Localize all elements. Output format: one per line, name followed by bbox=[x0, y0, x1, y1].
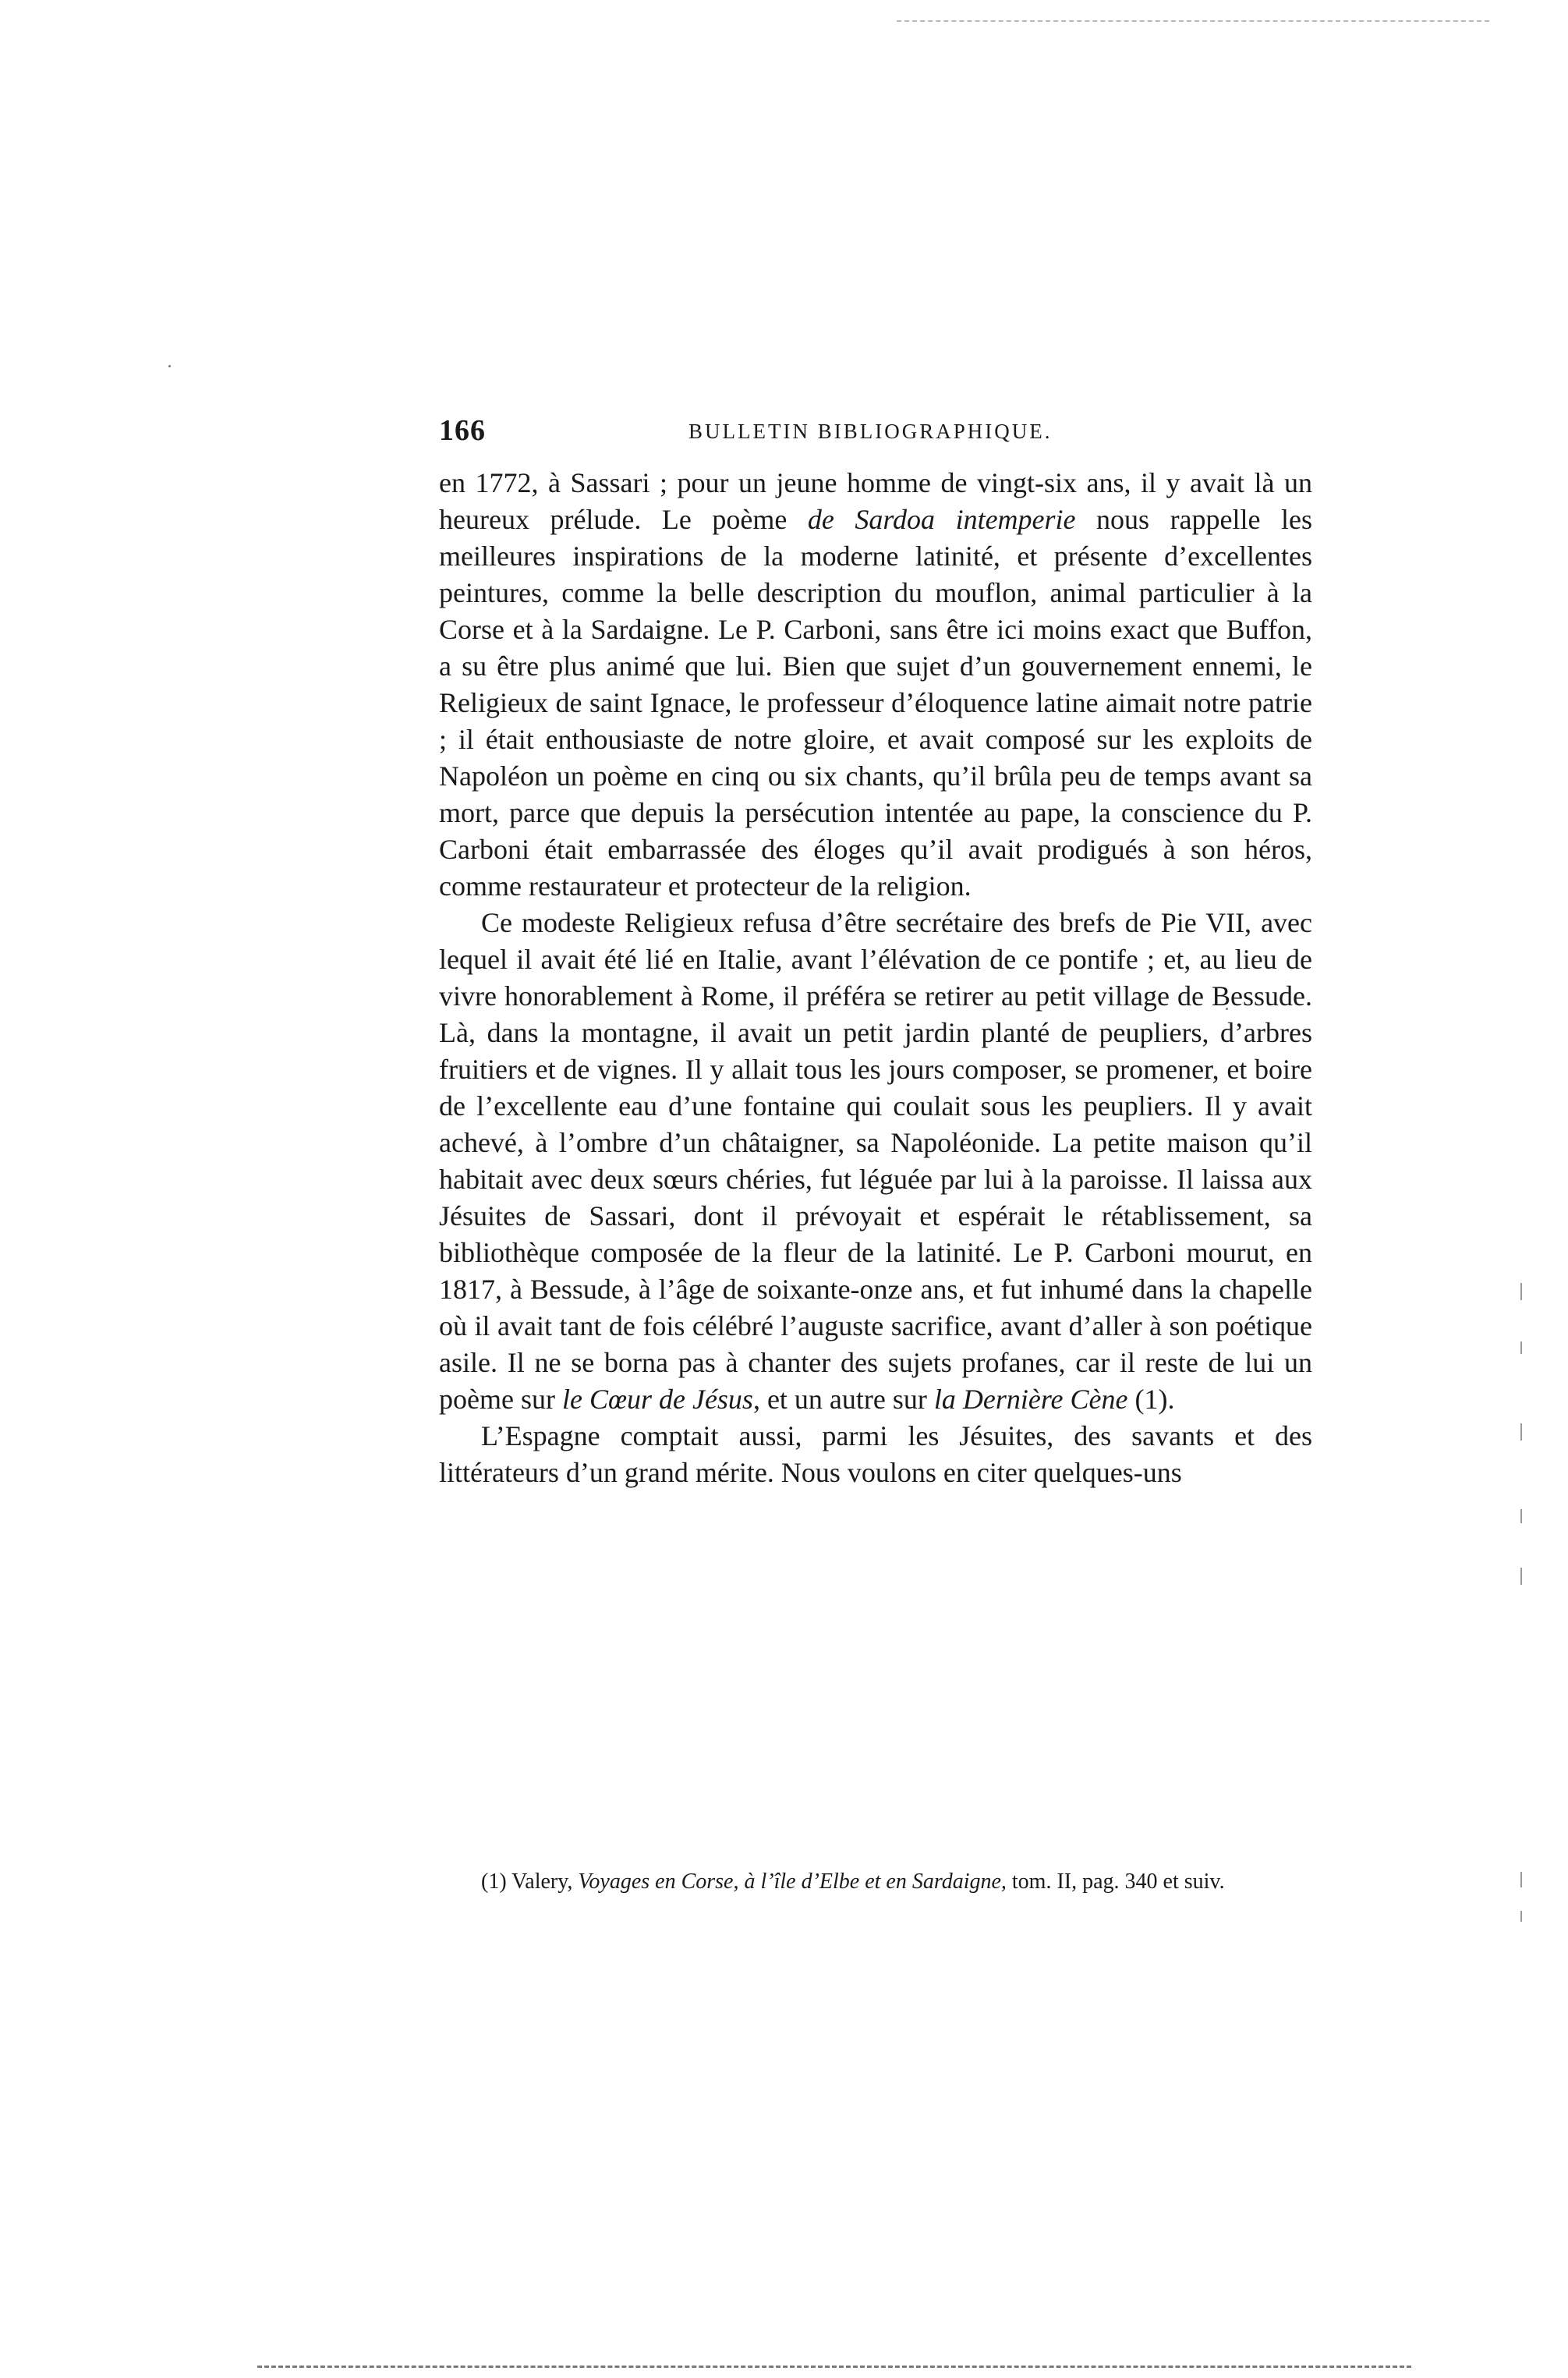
scan-artifact-dot bbox=[168, 365, 171, 367]
footnote-title: Voyages en Corse, à l’île d’Elbe et en Sardaigne, bbox=[578, 1869, 1007, 1894]
running-head: BULLETIN BIBLIOGRAPHIQUE. bbox=[688, 420, 1053, 443]
scan-artifact-mark bbox=[1520, 1911, 1522, 1922]
paragraph-2-text-b: , et un autre sur bbox=[752, 1384, 934, 1415]
body-text bbox=[439, 465, 1312, 1491]
scan-artifact-mark bbox=[1520, 1568, 1522, 1585]
footnote-reference: (1). bbox=[1127, 1384, 1175, 1415]
scan-artifact-mark bbox=[1520, 1341, 1522, 1354]
footnote-1 bbox=[439, 1866, 1312, 1898]
paragraph-1 bbox=[439, 465, 1312, 905]
scan-artifact-bottom bbox=[257, 2366, 1411, 2368]
paragraph-1-text-a: en 1772, à Sassari ; pour un jeune homme de vingt-six ans, il y avait là un heureux prélude. Le poème bbox=[439, 467, 1312, 535]
scan-artifact-mark bbox=[1520, 1283, 1522, 1300]
scan-artifact-mark bbox=[1520, 1509, 1522, 1523]
work-title-coeur: le Cœur de Jésus bbox=[561, 1384, 753, 1415]
footnote-location: tom. II, pag. 340 et suiv. bbox=[1006, 1869, 1225, 1894]
page-number: 166 bbox=[439, 414, 486, 447]
scan-artifact-mark bbox=[1520, 1423, 1522, 1441]
paragraph-1-text-b: nous rappelle les meilleures inspirations de la moderne latinité, et présente d’excellentes peintures, comme la belle description du mouflon, animal particulier à la Corse et à la Sardaigne. Le P. Carboni, sans être ici moins exact que Buffon, a su être plus animé que lui. Bien que sujet d’un gouvernement ennemi, le Religieux de saint Ignace, le professeur d’éloquence latine aimait notre patrie ; il était enthousiaste de notre gloire, et avait composé sur les exploits de Napoléon un poème en cinq ou six chants, qu’il brûla peu de temps avant sa mort, parce que depuis la persécution intentée au pape, la conscience du P. Carboni était embarrassée des éloges qu’il avait prodigués à son héros, comme restaurateur et protecteur de la religion. bbox=[439, 504, 1313, 902]
paragraph-3: L’Espagne comptait aussi, parmi les Jésuites, des savants et des littérateurs d’un grand mérite. Nous voulons en citer quelques-uns bbox=[439, 1420, 1312, 1488]
paragraph-2-text-a: Ce modeste Religieux refusa d’être secrétaire des brefs de Pie VII, avec lequel il avait été lié en Italie, avant l’élévation de ce pontife ; et, au lieu de vivre honorablement à Rome, il préféra se retirer au petit village de Bessude. Là, dans la montagne, il avait un petit jardin planté de peupliers, d’arbres fruitiers et de vignes. Il y allait tous les jours composer, se promener, et boire de l’excellente eau d’une fontaine qui coulait sous les peupliers. Il y avait achevé, à l’ombre d’un châtaigner, sa Napoléonide. La petite maison qu’il habitait avec deux sœurs chéries, fut léguée par lui à la paroisse. Il laissa aux Jésuites de Sassari, dont il prévoyait et espérait le rétablissement, sa bibliothèque composée de la fleur de la latinité. Le P. Carboni mourut, en 1817, à Bessude, à l’âge de soixante-onze ans, et fut inhumé dans la chapelle où il avait tant de fois célébré l’auguste sacrifice, avant d’aller à son poétique asile. Il ne se borna pas à chanter des sujets profanes, car il reste de lui un poème sur bbox=[439, 907, 1312, 1415]
footnote-author: (1) Valery, bbox=[481, 1869, 579, 1894]
paragraph-2 bbox=[439, 905, 1312, 1418]
footnote bbox=[439, 1866, 1312, 1898]
work-title-cene: la Dernière Cène bbox=[933, 1384, 1128, 1415]
work-title-sardoa: de Sardoa intemperie bbox=[807, 504, 1076, 535]
scan-artifact-mark bbox=[1520, 1872, 1522, 1887]
scan-artifact-top bbox=[897, 20, 1489, 22]
page-header bbox=[439, 413, 1312, 445]
